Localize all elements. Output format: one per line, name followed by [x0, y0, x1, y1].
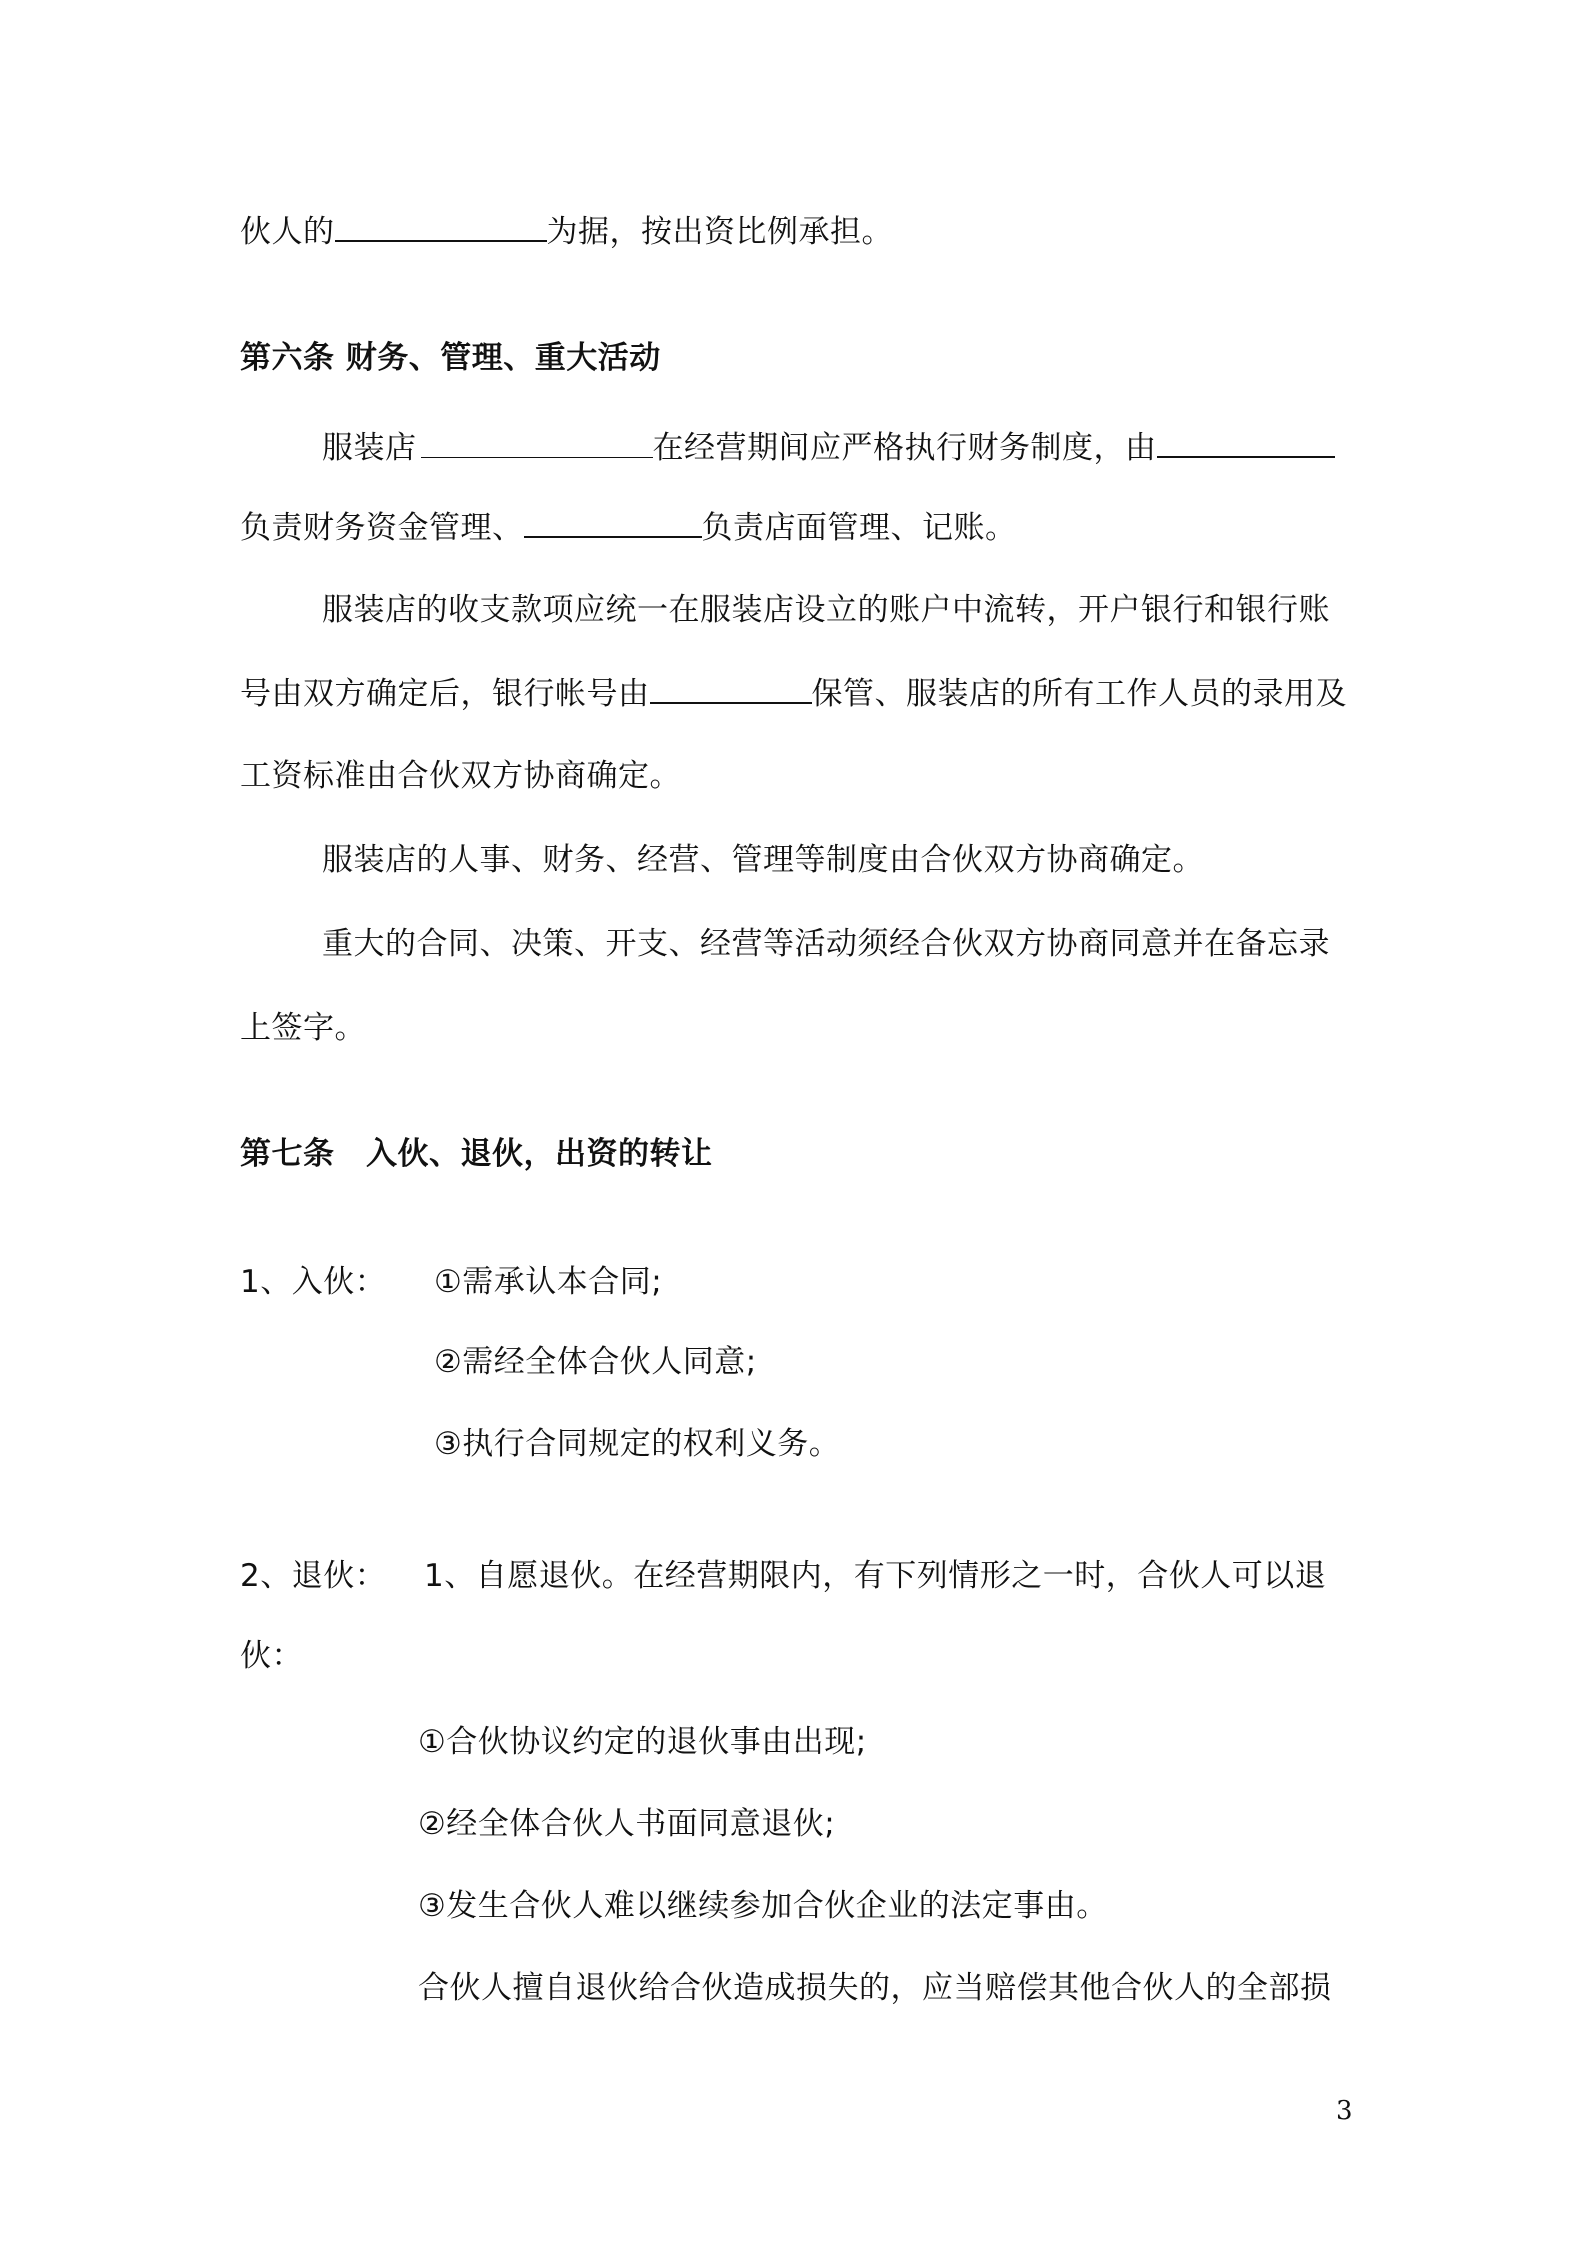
fill-blank [335, 210, 547, 242]
list-item: ①合伙协议约定的退伙事由出现; [418, 1724, 867, 1760]
text-run: 在经营期间应严格执行财务制度，由 [652, 430, 1157, 466]
paragraph-line: 服装店的收支款项应统一在服装店设立的账户中流转，开户银行和银行账 [322, 592, 1330, 628]
paragraph-line [322, 426, 1335, 468]
fill-blank [650, 672, 812, 704]
text-run: 保管、服装店的所有工作人员的录用及 [811, 676, 1347, 712]
paragraph-line: 工资标准由合伙双方协商确定。 [240, 758, 681, 794]
paragraph-line: 1、自愿退伙。在经营期限内，有下列情形之一时，合伙人可以退 [424, 1558, 1327, 1594]
list-item: ②需经全体合伙人同意; [434, 1344, 757, 1380]
text-run: 服装店 [322, 430, 417, 466]
text-run: 为据，按出资比例承担。 [546, 214, 893, 250]
paragraph-line: 合伙人擅自退伙给合伙造成损失的，应当赔偿其他合伙人的全部损 [418, 1970, 1332, 2006]
page-number: 3 [1336, 2096, 1353, 2126]
list-label-quit: 2、退伙： [240, 1558, 387, 1594]
paragraph-line [240, 506, 1017, 548]
section-heading-6: 第六条 财务、管理、重大活动 [240, 340, 661, 376]
paragraph-line [240, 210, 893, 252]
fill-blank [1157, 426, 1335, 458]
list-item: ②经全体合伙人书面同意退伙; [418, 1806, 836, 1842]
fill-blank [421, 427, 653, 458]
list-item: ①需承认本合同; [434, 1264, 663, 1300]
text-run: 负责店面管理、记账。 [701, 510, 1017, 546]
fill-blank [524, 506, 702, 538]
text-run: 负责财务资金管理、 [240, 510, 524, 546]
list-item: ③发生合伙人难以继续参加合伙企业的法定事由。 [418, 1888, 1108, 1924]
paragraph-line: 伙： [240, 1638, 303, 1674]
text-run: 伙人的 [240, 214, 335, 250]
list-item: ③执行合同规定的权利义务。 [434, 1426, 841, 1462]
paragraph-line: 服装店的人事、财务、经营、管理等制度由合伙双方协商确定。 [322, 842, 1204, 878]
list-label-join: 1、入伙： [240, 1264, 387, 1300]
paragraph-line: 上签字。 [240, 1010, 366, 1046]
paragraph-line [240, 672, 1347, 714]
paragraph-line: 重大的合同、决策、开支、经营等活动须经合伙双方协商同意并在备忘录 [322, 926, 1330, 962]
section-heading-7: 第七条 入伙、退伙，出资的转让 [240, 1136, 713, 1172]
text-run: 号由双方确定后，银行帐号由 [240, 676, 650, 712]
